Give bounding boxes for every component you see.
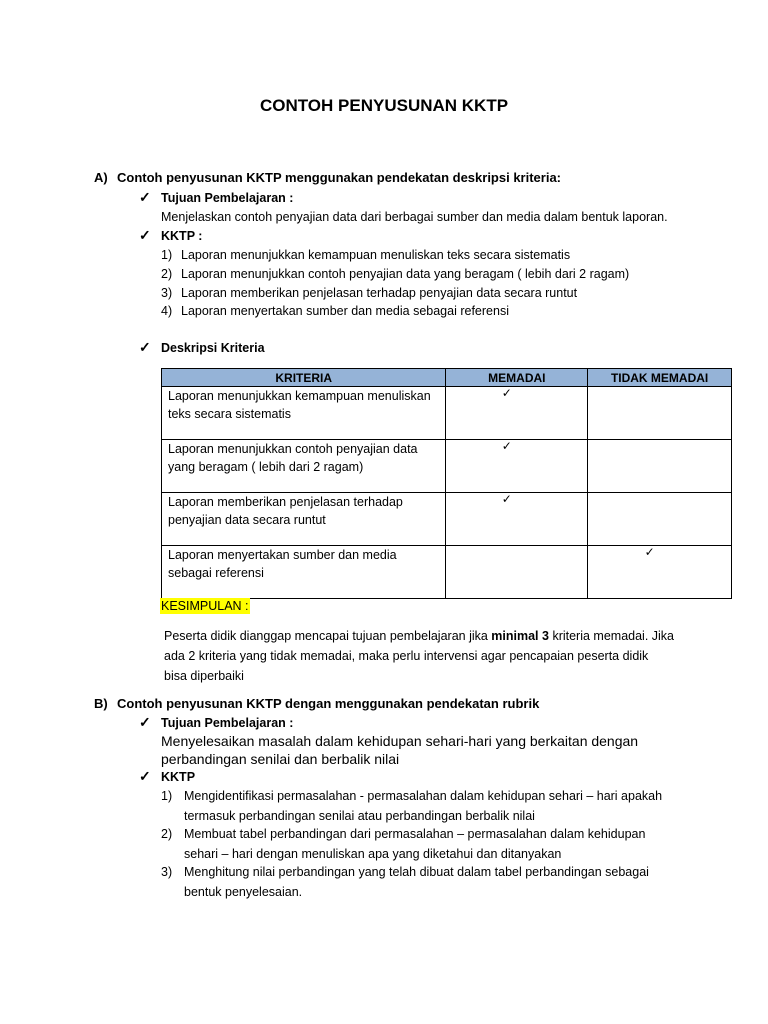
tujuan-label: Tujuan Pembelajaran :: [161, 716, 294, 730]
tujuan-text: [161, 732, 638, 768]
kktp-item-number: 1): [161, 789, 173, 803]
criteria-cell: [162, 440, 446, 493]
tujuan-label: Tujuan Pembelajaran :: [161, 191, 294, 205]
criteria-line: Laporan menunjukkan contoh penyajian data: [168, 442, 418, 456]
checkmark-icon: ✓: [139, 227, 151, 243]
checkmark-icon: ✓: [139, 768, 151, 784]
section-a-heading: Contoh penyusunan KKTP menggunakan pendekatan deskripsi kriteria:: [117, 170, 562, 185]
column-header-tidak-memadai: TIDAK MEMADAI: [588, 369, 732, 387]
table-row: [162, 493, 732, 546]
table-row: [162, 546, 732, 599]
tujuan-text: Menjelaskan contoh penyajian data dari berbagai sumber dan media dalam bentuk laporan.: [161, 210, 668, 224]
tidak-memadai-cell: [588, 546, 732, 599]
kktp-item-line: bentuk penyelesaian.: [184, 885, 303, 899]
section-a-marker: A): [94, 170, 108, 185]
criteria-line: penyajian data secara runtut: [168, 513, 326, 527]
criteria-line: teks secara sistematis: [168, 407, 291, 421]
table-row: [162, 387, 732, 440]
criteria-line: yang beragam ( lebih dari 2 ragam): [168, 460, 364, 474]
checkmark-icon: ✓: [501, 492, 512, 506]
kktp-item-number: 2): [161, 267, 173, 281]
kktp-item-line: Mengidentifikasi permasalahan - permasalahan dalam kehidupan sehari – hari apakah: [184, 789, 663, 803]
criteria-cell: [162, 493, 446, 546]
kktp-item-line: Membuat tabel perbandingan dari permasalahan – permasalahan dalam kehidupan: [184, 827, 646, 841]
tidak-memadai-cell: [588, 493, 732, 546]
kktp-item-line: sehari – hari dengan menuliskan apa yang diketahui dan ditanyakan: [184, 847, 562, 861]
checkmark-icon: ✓: [501, 386, 512, 400]
kktp-item-text: Laporan menunjukkan contoh penyajian data yang beragam ( lebih dari 2 ragam): [181, 267, 630, 281]
kktp-label: KKTP: [161, 770, 196, 784]
criteria-cell: [162, 387, 446, 440]
checkmark-icon: ✓: [139, 714, 151, 730]
criteria-table: [161, 368, 732, 599]
kesimpulan-post: kriteria memadai. Jika: [548, 629, 675, 643]
tidak-memadai-cell: [588, 440, 732, 493]
kktp-item-text: Laporan memberikan penjelasan terhadap penyajian data secara runtut: [181, 286, 578, 300]
tidak-memadai-cell: [588, 387, 732, 440]
checkmark-icon: ✓: [139, 189, 151, 205]
kesimpulan-line: ada 2 kriteria yang tidak memadai, maka perlu intervensi agar pencapaian peserta didik: [164, 649, 649, 663]
kktp-item-number: 3): [161, 865, 173, 879]
kktp-item-number: 2): [161, 827, 173, 841]
kktp-item-number: 3): [161, 286, 173, 300]
memadai-cell: [446, 387, 588, 440]
kesimpulan-bold: minimal 3: [491, 629, 549, 643]
tujuan-line: Menyelesaikan masalah dalam kehidupan sehari-hari yang berkaitan dengan: [161, 733, 639, 749]
section-b-heading: Contoh penyusunan KKTP dengan menggunakan pendekatan rubrik: [117, 696, 540, 711]
deskripsi-label: Deskripsi Kriteria: [161, 341, 265, 355]
criteria-line: sebagai referensi: [168, 566, 264, 580]
kesimpulan-label: KESIMPULAN :: [161, 599, 249, 613]
column-header-kriteria: KRITERIA: [162, 369, 446, 387]
criteria-line: Laporan menunjukkan kemampuan menuliskan: [168, 389, 431, 403]
kktp-item-text: Laporan menunjukkan kemampuan menuliskan teks secara sistematis: [181, 248, 571, 262]
criteria-line: Laporan menyertakan sumber dan media: [168, 548, 397, 562]
section-b-marker: B): [94, 696, 108, 711]
criteria-cell: [162, 546, 446, 599]
column-header-memadai: MEMADAI: [446, 369, 588, 387]
memadai-cell: [446, 440, 588, 493]
kktp-item-number: 4): [161, 304, 173, 318]
kktp-item-line: termasuk perbandingan senilai atau perbandingan berbalik nilai: [184, 809, 535, 823]
checkmark-icon: ✓: [644, 545, 655, 559]
kktp-item-text: Laporan menyertakan sumber dan media sebagai referensi: [181, 304, 509, 318]
kktp-item-number: 1): [161, 248, 173, 262]
table-row: [162, 440, 732, 493]
page-title: CONTOH PENYUSUNAN KKTP: [259, 96, 509, 115]
table-header-row: [162, 369, 732, 387]
memadai-cell: [446, 546, 588, 599]
memadai-cell: [446, 493, 588, 546]
kesimpulan-text: [164, 626, 674, 686]
tujuan-line: perbandingan senilai dan berbalik nilai: [161, 751, 400, 767]
kktp-item-line: Menghitung nilai perbandingan yang telah dibuat dalam tabel perbandingan sebagai: [184, 865, 649, 879]
kesimpulan-pre: Peserta didik dianggap mencapai tujuan pembelajaran jika: [164, 629, 492, 643]
checkmark-icon: ✓: [501, 439, 512, 453]
kktp-label: KKTP :: [161, 229, 203, 243]
checkmark-icon: ✓: [139, 339, 151, 355]
criteria-line: Laporan memberikan penjelasan terhadap: [168, 495, 403, 509]
kesimpulan-line: bisa diperbaiki: [164, 669, 244, 683]
